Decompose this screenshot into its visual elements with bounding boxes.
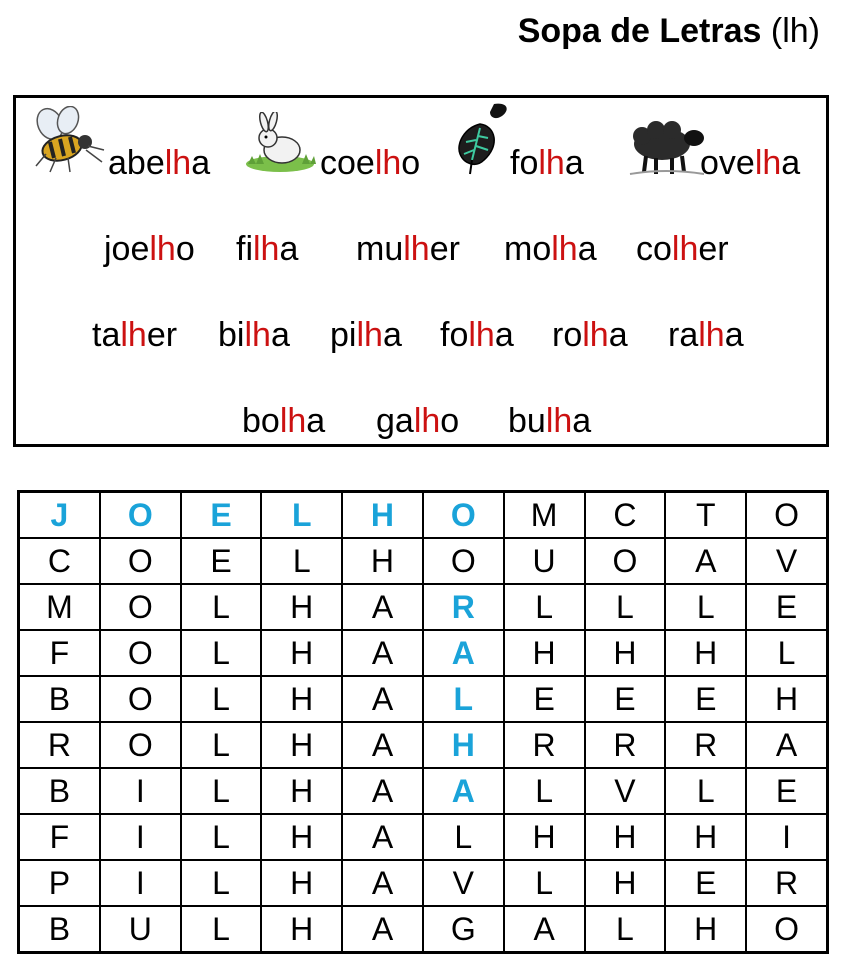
grid-cell[interactable]: E [181,492,262,539]
grid-cell[interactable]: E [585,676,666,722]
word-suffix: a [494,316,514,354]
grid-cell[interactable]: H [504,630,585,676]
grid-cell[interactable]: H [261,676,342,722]
grid-cell[interactable]: O [100,584,181,630]
word-lh: lh [582,316,609,354]
grid-cell[interactable]: L [423,676,504,722]
grid-cell[interactable]: H [261,722,342,768]
grid-row [19,906,828,953]
grid-row [19,492,828,539]
word-lh: lh [164,144,192,182]
grid-cell[interactable]: B [19,906,100,953]
grid-row [19,814,828,860]
grid-cell[interactable]: R [423,584,504,630]
grid-row [19,584,828,630]
word-item [104,230,195,269]
grid-cell[interactable]: A [342,814,423,860]
grid-cell[interactable]: H [746,676,827,722]
word-suffix: a [724,316,744,354]
grid-cell[interactable]: O [585,538,666,584]
grid-cell[interactable]: P [19,860,100,906]
grid-cell[interactable]: O [423,538,504,584]
grid-cell[interactable]: H [665,814,746,860]
grid-cell[interactable]: I [100,860,181,906]
grid-cell[interactable]: E [746,584,827,630]
grid-cell[interactable]: L [423,814,504,860]
grid-cell[interactable]: L [181,584,262,630]
grid-cell[interactable]: M [19,584,100,630]
word-suffix: o [401,144,421,182]
word-suffix: er [429,230,460,268]
word-item [330,316,402,355]
word-prefix: fi [236,230,253,268]
word-prefix: fo [510,144,539,182]
word-suffix: er [146,316,178,354]
word-lh: lh [253,230,280,268]
grid-cell[interactable]: A [746,722,827,768]
word-prefix: co [636,230,672,268]
grid-cell[interactable]: A [665,538,746,584]
grid-cell[interactable]: I [100,814,181,860]
grid-row [19,768,828,814]
grid-cell[interactable]: G [423,906,504,953]
word-item [552,316,628,355]
word-prefix: pi [330,316,357,354]
grid-cell[interactable]: L [181,906,262,953]
word-item [440,316,514,355]
grid-cell[interactable]: H [585,860,666,906]
word-prefix: coe [320,144,375,182]
word-item [92,316,177,355]
grid-cell[interactable]: H [665,630,746,676]
grid-cell[interactable]: A [423,768,504,814]
grid-cell[interactable]: A [342,860,423,906]
grid-cell[interactable]: A [342,584,423,630]
word-item [508,402,591,441]
word-suffix: er [698,230,729,268]
word-item [236,230,298,269]
grid-cell[interactable]: A [342,768,423,814]
grid-cell[interactable]: R [585,722,666,768]
grid-cell[interactable]: V [423,860,504,906]
grid-cell[interactable]: I [746,814,827,860]
grid-cell[interactable]: H [585,814,666,860]
grid-cell[interactable]: O [100,492,181,539]
grid-cell[interactable]: A [342,906,423,953]
grid-cell[interactable]: L [261,538,342,584]
grid-cell[interactable]: E [665,676,746,722]
word-prefix: abe [108,144,165,182]
grid-cell[interactable]: O [423,492,504,539]
grid-cell[interactable]: O [100,722,181,768]
word-suffix: a [572,402,592,440]
word-suffix: a [191,144,211,182]
word-suffix: o [175,230,195,268]
word-search-grid [17,490,829,954]
word-list-box [13,95,829,447]
grid-cell[interactable]: B [19,768,100,814]
word-item [636,230,729,269]
grid-cell[interactable]: H [261,630,342,676]
word-lh: lh [538,144,565,182]
word-suffix: a [577,230,597,268]
grid-cell[interactable]: O [100,630,181,676]
grid-cell[interactable]: O [100,676,181,722]
word-suffix: a [781,144,801,182]
grid-cell[interactable]: H [504,814,585,860]
grid-cell[interactable]: L [181,860,262,906]
grid-cell[interactable]: I [100,768,181,814]
word-prefix: mu [356,230,404,268]
word-item [668,316,744,355]
grid-cell[interactable]: V [746,538,827,584]
word-prefix: bo [242,402,280,440]
grid-cell[interactable]: L [665,584,746,630]
grid-cell[interactable]: B [19,676,100,722]
grid-cell[interactable]: R [665,722,746,768]
grid-cell[interactable]: H [342,538,423,584]
word-item [700,144,800,183]
grid-cell[interactable]: H [261,860,342,906]
word-suffix: a [279,230,299,268]
grid-cell[interactable]: H [261,906,342,953]
grid-cell[interactable]: V [585,768,666,814]
grid-cell[interactable]: H [585,630,666,676]
grid-cell[interactable]: F [19,630,100,676]
word-prefix: ta [92,316,121,354]
grid-cell[interactable]: E [746,768,827,814]
word-suffix: a [382,316,402,354]
rabbit-icon [242,112,320,183]
grid-cell[interactable]: L [746,630,827,676]
word-item [218,316,290,355]
word-item [320,144,420,183]
grid-cell[interactable]: L [181,722,262,768]
grid-cell[interactable]: R [746,860,827,906]
word-lh: lh [356,316,383,354]
grid-cell[interactable]: U [100,906,181,953]
grid-cell[interactable]: H [261,768,342,814]
word-item [356,230,460,269]
word-prefix: fo [440,316,469,354]
word-prefix: ga [376,402,414,440]
grid-cell[interactable]: E [181,538,262,584]
grid-cell[interactable]: A [504,906,585,953]
word-suffix: a [564,144,584,182]
word-prefix: mo [504,230,552,268]
grid-cell[interactable]: L [181,768,262,814]
word-lh: lh [551,230,578,268]
grid-cell[interactable]: L [181,814,262,860]
title-sub: (lh) [770,12,820,50]
word-item [510,144,584,183]
grid-cell[interactable]: L [585,584,666,630]
word-lh: lh [403,230,430,268]
word-lh: lh [413,402,441,440]
grid-cell[interactable]: L [504,860,585,906]
word-lh: lh [671,230,699,268]
grid-cell[interactable]: A [342,676,423,722]
word-item [242,402,325,441]
grid-cell[interactable]: L [585,906,666,953]
word-lh: lh [120,316,147,354]
word-lh: lh [244,316,271,354]
word-prefix: joe [104,230,150,268]
grid-row [19,722,828,768]
title-main: Sopa de Letras [517,12,762,50]
word-item [376,402,459,441]
word-suffix: a [306,402,326,440]
grid-cell[interactable]: C [19,538,100,584]
grid-cell[interactable]: H [261,584,342,630]
grid-cell[interactable]: O [746,906,827,953]
word-lh: lh [468,316,495,354]
word-prefix: ove [700,144,755,182]
grid-cell[interactable]: L [261,492,342,539]
bee-icon [28,106,110,187]
grid-cell[interactable]: L [181,676,262,722]
grid-cell[interactable]: C [585,492,666,539]
grid-cell[interactable]: A [342,722,423,768]
grid-cell[interactable]: H [423,722,504,768]
grid-cell[interactable]: R [504,722,585,768]
word-item [108,144,210,183]
grid-cell[interactable]: L [504,768,585,814]
word-lh: lh [149,230,176,268]
grid-row [19,630,828,676]
grid-cell[interactable]: F [19,814,100,860]
word-lh: lh [754,144,782,182]
word-lh: lh [545,402,573,440]
grid-cell[interactable]: E [504,676,585,722]
sheep-icon [626,116,708,187]
grid-cell[interactable]: U [504,538,585,584]
word-lh: lh [374,144,402,182]
grid-cell[interactable]: L [181,630,262,676]
grid-cell[interactable]: M [504,492,585,539]
word-prefix: bi [218,316,245,354]
page-title [518,12,820,51]
grid-cell[interactable]: A [342,630,423,676]
word-lh: lh [698,316,725,354]
grid-row [19,860,828,906]
word-suffix: a [270,316,290,354]
grid-cell[interactable]: O [100,538,181,584]
word-lh: lh [279,402,307,440]
word-prefix: ro [552,316,583,354]
grid-cell[interactable]: J [19,492,100,539]
word-suffix: a [608,316,628,354]
word-prefix: bu [508,402,546,440]
grid-cell[interactable]: E [665,860,746,906]
grid-row [19,538,828,584]
word-prefix: ra [668,316,699,354]
grid-cell[interactable]: R [19,722,100,768]
word-item [504,230,597,269]
grid-cell[interactable]: T [665,492,746,539]
leaf-icon [450,98,512,187]
grid-cell[interactable]: L [504,584,585,630]
grid-cell[interactable]: H [342,492,423,539]
grid-cell[interactable]: A [423,630,504,676]
word-suffix: o [440,402,460,440]
grid-cell[interactable]: H [261,814,342,860]
grid-cell[interactable]: O [746,492,827,539]
grid-cell[interactable]: H [665,906,746,953]
grid-row [19,676,828,722]
grid-cell[interactable]: L [665,768,746,814]
